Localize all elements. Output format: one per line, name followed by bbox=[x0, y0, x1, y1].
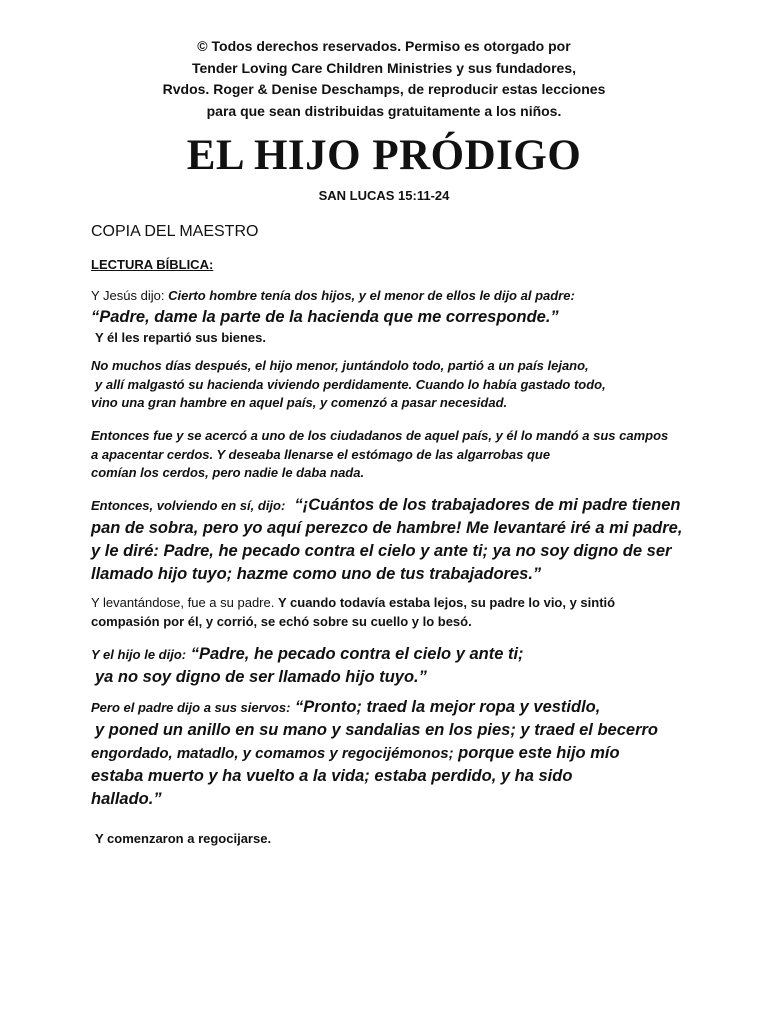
paragraph-intro: Y levantándose, fue a su padre. bbox=[91, 595, 275, 610]
paragraph-1 bbox=[91, 287, 691, 347]
quote-text: estaba muerto y ha vuelto a la vida; estaba perdido, y ha sido bbox=[91, 767, 573, 785]
quote-text: porque este hijo mío bbox=[458, 744, 620, 762]
copyright-line: Rvdos. Roger & Denise Deschamps, de reproducir estas lecciones bbox=[162, 81, 606, 97]
narrative-text: a apacentar cerdos. Y deseaba llenarse el estómago de las algarrobas que bbox=[91, 446, 551, 462]
quote-text: hallado.” bbox=[91, 790, 162, 808]
narrative-text: No muchos días después, el hijo menor, juntándolo todo, partió a un país lejano, bbox=[91, 358, 589, 373]
copy-label: COPIA DEL MAESTRO bbox=[91, 223, 259, 240]
closing-text: Y comenzaron a regocijarse. bbox=[95, 831, 272, 846]
quote-text: engordado, matadlo, y comamos y regocijémonos; bbox=[91, 745, 454, 762]
quote-text: “Padre, he pecado contra el cielo y ante ti; bbox=[190, 645, 524, 663]
reading-heading: LECTURA BÍBLICA: bbox=[91, 257, 214, 272]
paragraph-intro: Y el hijo le dijo: bbox=[91, 647, 187, 662]
copyright-line: © Todos derechos reservados. Permiso es otorgado por bbox=[197, 38, 571, 54]
narrative-text: Entonces fue y se acercó a uno de los ciudadanos de aquel país, y él lo mandó a sus campos bbox=[91, 428, 669, 443]
quote-text: llamado hijo tuyo; hazme como uno de tus trabajadores.” bbox=[91, 565, 542, 583]
quote-text: ya no soy digno de ser llamado hijo tuyo.” bbox=[95, 668, 427, 686]
paragraph-4 bbox=[91, 494, 691, 586]
quote-text: y poned un anillo en su mano y sandalias en los pies; y traed el becerro bbox=[95, 721, 658, 739]
narrative-text: Y cuando todavía estaba lejos, su padre lo vio, y sintió bbox=[277, 595, 616, 610]
narrative-text: y allí malgastó su hacienda viviendo perdidamente. Cuando lo había gastado todo, bbox=[95, 376, 606, 392]
narrative-text: vino una gran hambre en aquel país, y comenzó a pasar necesidad. bbox=[91, 395, 508, 410]
page-title: EL HIJO PRÓDIGO bbox=[186, 132, 582, 179]
paragraph-7 bbox=[91, 696, 691, 811]
copyright-line: para que sean distribuidas gratuitamente a los niños. bbox=[206, 102, 562, 119]
paragraph-8 bbox=[91, 830, 691, 849]
paragraph-6 bbox=[91, 643, 691, 689]
narrative-text: Y él les repartió sus bienes. bbox=[95, 329, 267, 345]
paragraph-5 bbox=[91, 594, 691, 631]
narrative-text: compasión por él, y corrió, se echó sobre su cuello y lo besó. bbox=[91, 613, 472, 629]
copyright-line: Tender Loving Care Children Ministries y sus fundadores, bbox=[191, 59, 577, 76]
paragraph-3 bbox=[91, 427, 691, 483]
scripture-reference: SAN LUCAS 15:11-24 bbox=[318, 188, 450, 203]
quote-text: pan de sobra, pero yo aquí perezco de hambre! Me levantaré iré a mi padre, bbox=[91, 519, 683, 537]
paragraph-intro: Entonces, volviendo en sí, dijo: bbox=[91, 498, 286, 513]
quote-text: “Pronto; traed la mejor ropa y vestidlo, bbox=[295, 698, 601, 716]
paragraph-2 bbox=[91, 357, 691, 413]
copyright-notice bbox=[0, 36, 768, 122]
narrative-text: comían los cerdos, pero nadie le daba nada. bbox=[91, 465, 365, 480]
paragraph-intro: Y Jesús dijo: bbox=[91, 288, 165, 303]
paragraph-intro: Pero el padre dijo a sus siervos: bbox=[91, 700, 291, 715]
quote-text: “¡Cuántos de los trabajadores de mi padre tienen bbox=[294, 496, 681, 514]
quote-text: y le diré: Padre, he pecado contra el cielo y ante ti; ya no soy digno de ser bbox=[91, 542, 672, 560]
narrative-text: Cierto hombre tenía dos hijos, y el menor de ellos le dijo al padre: bbox=[168, 288, 575, 303]
quote-text: “Padre, dame la parte de la hacienda que me corresponde.” bbox=[91, 307, 559, 326]
